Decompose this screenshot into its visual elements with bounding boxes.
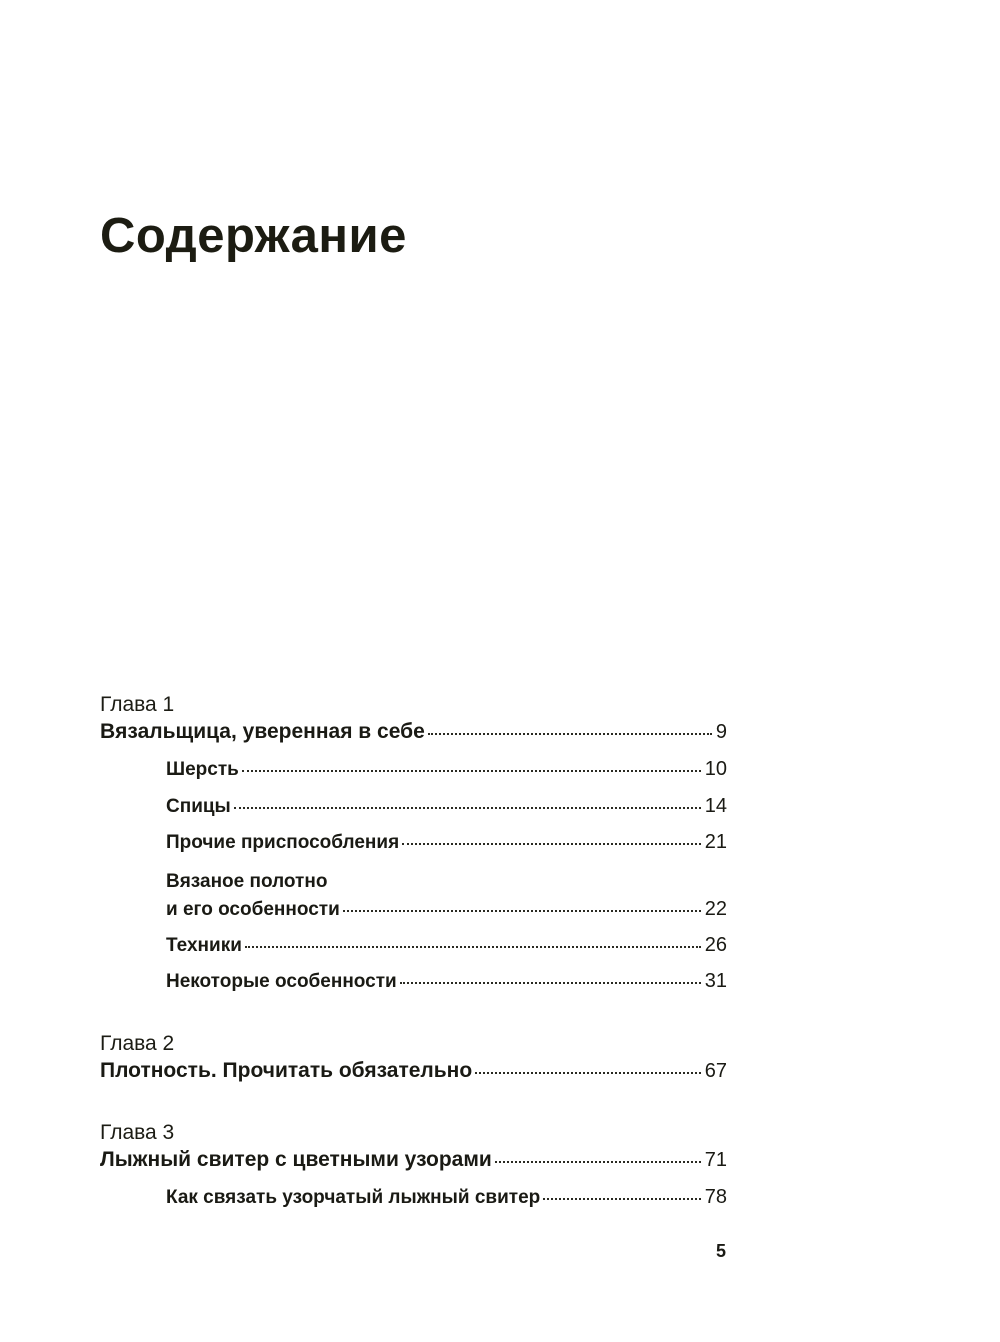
toc-entry-title: Некоторые особенности — [166, 971, 397, 992]
dot-leader — [543, 1198, 701, 1200]
chapter-1-label: Глава 1 — [100, 693, 175, 716]
toc-entry-page: 31 — [704, 970, 727, 992]
toc-entry-ski-sweater[interactable] — [166, 1186, 727, 1209]
toc-entry-title-line1: Вязаное полотно — [166, 871, 328, 892]
dot-leader — [475, 1072, 701, 1074]
page-number: 5 — [716, 1241, 727, 1261]
dot-leader — [495, 1161, 701, 1163]
toc-entry-title: и его особенности — [166, 899, 340, 920]
toc-entry-techniques[interactable] — [166, 934, 727, 957]
toc-entry-other-tools[interactable] — [166, 831, 727, 854]
toc-entry-page: 78 — [704, 1186, 727, 1208]
toc-entry-title: Спицы — [166, 796, 231, 817]
dot-leader — [402, 843, 701, 845]
toc-entry-title: Плотность. Прочитать обязательно — [100, 1059, 473, 1082]
toc-entry-page: 26 — [704, 934, 727, 956]
dot-leader — [428, 733, 712, 735]
dot-leader — [400, 982, 701, 984]
toc-entry-page: 21 — [704, 831, 727, 853]
dot-leader — [245, 946, 701, 948]
toc-entry-title: Как связать узорчатый лыжный свитер — [166, 1187, 541, 1208]
toc-entry-chapter-2[interactable] — [100, 1059, 727, 1083]
toc-entry-wool[interactable] — [166, 758, 727, 781]
toc-entry-page: 9 — [715, 721, 727, 743]
toc-entry-page: 22 — [704, 898, 727, 920]
toc-entry-needles[interactable] — [166, 795, 727, 818]
toc-entry-page: 71 — [704, 1149, 727, 1171]
chapter-3-label: Глава 3 — [100, 1121, 175, 1144]
toc-entry-features[interactable] — [166, 970, 727, 993]
toc-entry-fabric[interactable] — [166, 898, 727, 921]
toc-entry-title: Вязальщица, уверенная в себе — [100, 720, 425, 743]
toc-entry-title: Прочие приспособления — [166, 832, 400, 853]
toc-entry-title: Лыжный свитер с цветными узорами — [100, 1148, 492, 1171]
dot-leader — [234, 807, 701, 809]
toc-entry-page: 10 — [704, 758, 727, 780]
toc-entry-chapter-3[interactable] — [100, 1148, 727, 1172]
chapter-2-label: Глава 2 — [100, 1032, 175, 1055]
toc-entry-title: Шерсть — [166, 759, 239, 780]
toc-entry-chapter-1[interactable] — [100, 720, 727, 744]
toc-entry-page: 14 — [704, 795, 727, 817]
toc-entry-page: 67 — [704, 1060, 727, 1082]
toc-entry-title: Техники — [166, 935, 242, 956]
page-title: Содержание — [100, 209, 407, 263]
dot-leader — [242, 770, 701, 772]
dot-leader — [343, 910, 701, 912]
